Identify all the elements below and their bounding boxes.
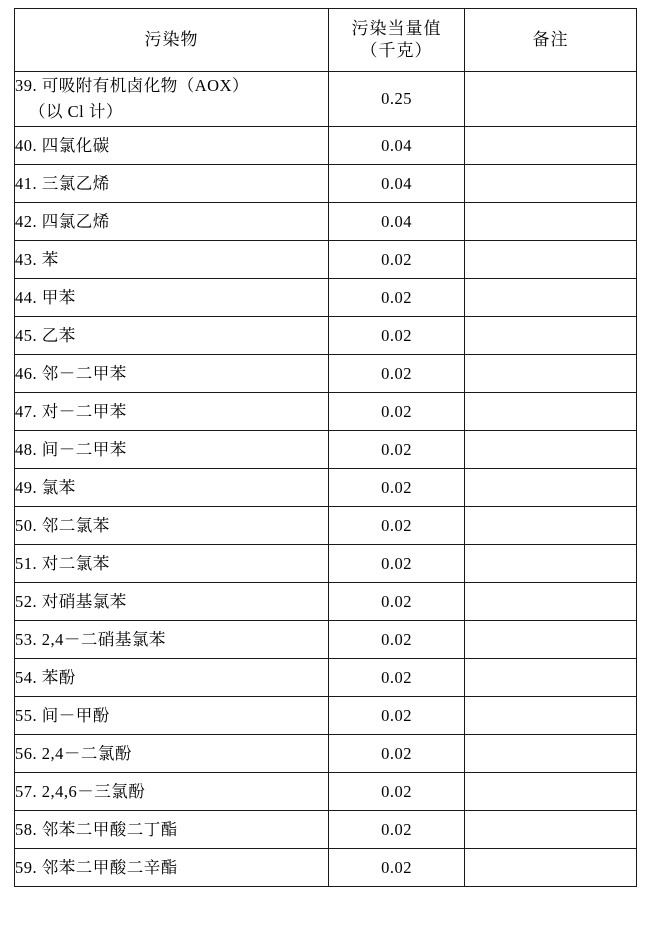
column-header-equivalent-value-line1: 污染当量值: [351, 19, 442, 38]
table-row: [15, 583, 637, 621]
cell-equivalent-value: 0.02: [329, 393, 465, 431]
table-row: [15, 203, 637, 241]
cell-remark: [465, 469, 637, 507]
cell-remark: [465, 203, 637, 241]
cell-equivalent-value: 0.04: [329, 127, 465, 165]
cell-pollutant-name: 55. 间－甲酚: [15, 697, 329, 735]
cell-equivalent-value: 0.02: [329, 545, 465, 583]
cell-equivalent-value: 0.02: [329, 317, 465, 355]
column-header-pollutant: 污染物: [15, 9, 329, 72]
table-row: [15, 317, 637, 355]
cell-pollutant-name: 59. 邻苯二甲酸二辛酯: [15, 849, 329, 887]
cell-remark: [465, 621, 637, 659]
cell-pollutant-name: 58. 邻苯二甲酸二丁酯: [15, 811, 329, 849]
cell-remark: [465, 849, 637, 887]
cell-remark: [465, 735, 637, 773]
table-row: [15, 393, 637, 431]
cell-equivalent-value: 0.02: [329, 773, 465, 811]
table-row: [15, 621, 637, 659]
cell-remark: [465, 241, 637, 279]
cell-remark: [465, 811, 637, 849]
cell-pollutant-name: 54. 苯酚: [15, 659, 329, 697]
column-header-equivalent-value: [329, 9, 465, 72]
cell-equivalent-value: 0.02: [329, 849, 465, 887]
cell-equivalent-value: 0.02: [329, 507, 465, 545]
table-row: [15, 545, 637, 583]
table-row: [15, 72, 637, 127]
table-row: [15, 849, 637, 887]
column-header-equivalent-value-line2: （千克）: [360, 41, 433, 60]
cell-pollutant-name: 40. 四氯化碳: [15, 127, 329, 165]
cell-remark: [465, 127, 637, 165]
cell-pollutant-name: 50. 邻二氯苯: [15, 507, 329, 545]
cell-equivalent-value: 0.02: [329, 279, 465, 317]
pollutant-name-line2: （以 Cl 计）: [29, 102, 123, 121]
cell-pollutant-name: 42. 四氯乙烯: [15, 203, 329, 241]
cell-pollutant-name: 57. 2,4,6－三氯酚: [15, 773, 329, 811]
cell-equivalent-value: 0.02: [329, 621, 465, 659]
cell-remark: [465, 72, 637, 127]
pollutant-name-line1: 39. 可吸附有机卤化物（AOX）: [15, 76, 249, 95]
pollutant-equivalent-table: [14, 8, 637, 887]
cell-remark: [465, 317, 637, 355]
cell-equivalent-value: 0.02: [329, 659, 465, 697]
table-body: [15, 72, 637, 887]
table-header: [15, 9, 637, 72]
cell-pollutant-name: 44. 甲苯: [15, 279, 329, 317]
table-row: [15, 773, 637, 811]
cell-remark: [465, 507, 637, 545]
cell-pollutant-name: 47. 对－二甲苯: [15, 393, 329, 431]
cell-equivalent-value: 0.02: [329, 355, 465, 393]
cell-pollutant-name: 52. 对硝基氯苯: [15, 583, 329, 621]
cell-equivalent-value: 0.02: [329, 241, 465, 279]
cell-remark: [465, 697, 637, 735]
cell-remark: [465, 279, 637, 317]
cell-equivalent-value: 0.25: [329, 72, 465, 127]
table-row: [15, 165, 637, 203]
cell-equivalent-value: 0.02: [329, 811, 465, 849]
cell-equivalent-value: 0.04: [329, 165, 465, 203]
cell-pollutant-name: 43. 苯: [15, 241, 329, 279]
cell-remark: [465, 393, 637, 431]
table-row: [15, 355, 637, 393]
cell-remark: [465, 773, 637, 811]
cell-equivalent-value: 0.02: [329, 735, 465, 773]
cell-remark: [465, 431, 637, 469]
cell-remark: [465, 659, 637, 697]
column-header-remark: 备注: [465, 9, 637, 72]
cell-pollutant-name: 49. 氯苯: [15, 469, 329, 507]
cell-pollutant-name: 56. 2,4－二氯酚: [15, 735, 329, 773]
cell-pollutant-name: [15, 72, 329, 127]
cell-equivalent-value: 0.02: [329, 583, 465, 621]
cell-remark: [465, 545, 637, 583]
table-row: [15, 811, 637, 849]
cell-remark: [465, 355, 637, 393]
cell-remark: [465, 583, 637, 621]
cell-equivalent-value: 0.02: [329, 697, 465, 735]
cell-pollutant-name: 51. 对二氯苯: [15, 545, 329, 583]
table-header-row: [15, 9, 637, 72]
table-row: [15, 241, 637, 279]
table-row: [15, 279, 637, 317]
table-row: [15, 431, 637, 469]
cell-remark: [465, 165, 637, 203]
cell-pollutant-name: 46. 邻－二甲苯: [15, 355, 329, 393]
table-row: [15, 469, 637, 507]
cell-pollutant-name: 53. 2,4－二硝基氯苯: [15, 621, 329, 659]
cell-pollutant-name: 45. 乙苯: [15, 317, 329, 355]
table-row: [15, 507, 637, 545]
table-row: [15, 697, 637, 735]
cell-pollutant-name: 41. 三氯乙烯: [15, 165, 329, 203]
table-row: [15, 127, 637, 165]
table-row: [15, 735, 637, 773]
table-row: [15, 659, 637, 697]
cell-pollutant-name: 48. 间－二甲苯: [15, 431, 329, 469]
cell-equivalent-value: 0.02: [329, 431, 465, 469]
cell-equivalent-value: 0.02: [329, 469, 465, 507]
cell-equivalent-value: 0.04: [329, 203, 465, 241]
